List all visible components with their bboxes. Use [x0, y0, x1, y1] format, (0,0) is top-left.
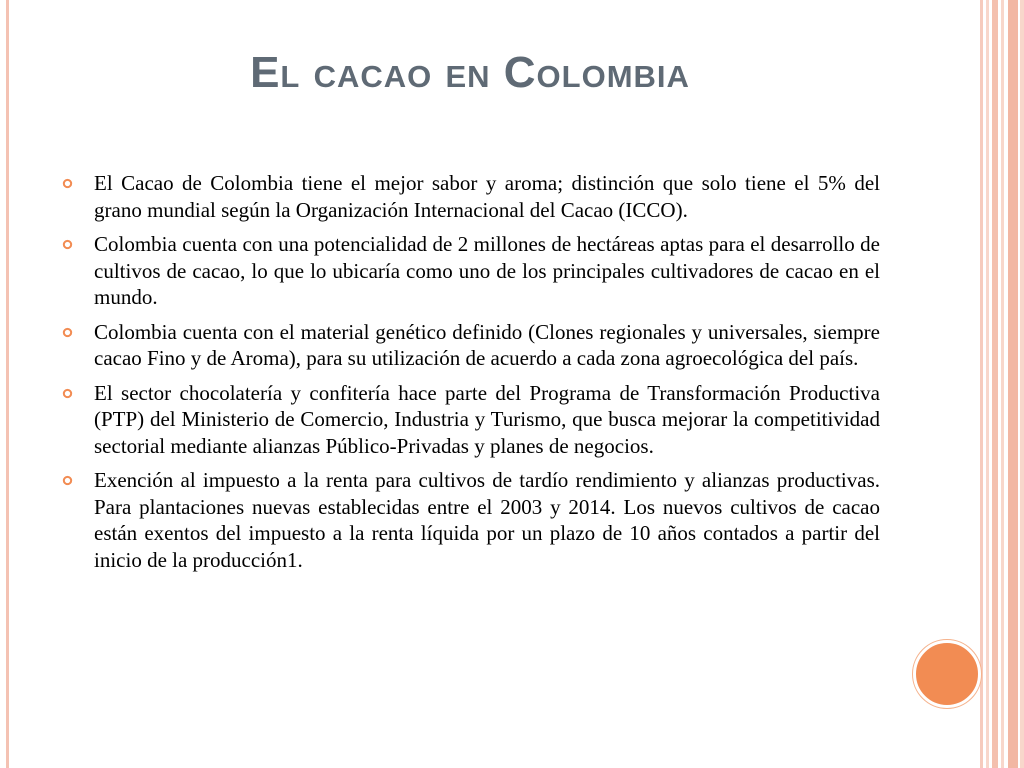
- slide-title: El cacao en Colombia: [250, 48, 690, 97]
- left-border-line: [6, 0, 9, 768]
- bullet-text: Colombia cuenta con una potencialidad de 2 millones de hectáreas aptas para el desarrollo de cultivos de cacao, lo que lo ubicaría como uno de los principales cultivadores de cacao en el mundo.: [94, 232, 880, 309]
- right-stripe: [980, 0, 983, 768]
- bullet-text: El sector chocolatería y confitería hace parte del Programa de Transformación Productiva (PTP) del Ministerio de Comercio, Industria y Turismo, que busca mejorar la competitividad sectorial mediante alianzas Público-Privadas y planes de negocios.: [94, 380, 880, 458]
- bullet-item: [62, 231, 880, 311]
- right-stripe: [986, 0, 989, 768]
- right-stripe: [992, 0, 998, 768]
- orange-ring-bullet-icon: [62, 327, 73, 338]
- bullet-item: [62, 467, 880, 573]
- bullet-list: [62, 170, 880, 581]
- right-stripe: [1008, 0, 1018, 768]
- right-stripe: [1020, 0, 1024, 768]
- orange-ring-bullet-icon: [62, 475, 73, 486]
- orange-ring-bullet-icon: [62, 388, 73, 399]
- bullet-text: Colombia cuenta con el material genético definido (Clones regionales y universales, siempre cacao Fino y de Aroma), para su utilización de acuerdo a cada zona agroecológica del país.: [94, 319, 880, 370]
- bullet-text: El Cacao de Colombia tiene el mejor sabor y aroma; distinción que solo tiene el 5% del grano mundial según la Organización Internacional del Cacao (ICCO).: [94, 171, 880, 222]
- bullet-text: Exención al impuesto a la renta para cultivos de tardío rendimiento y alianzas productivas. Para plantaciones nuevas establecidas entre el 2003 y 2014. Los nuevos cultivos de cacao están exentos del impuesto a la renta líquida por un plazo de 10 años contados a partir del inicio de la producción1.: [94, 468, 880, 572]
- orange-ring-bullet-icon: [62, 239, 73, 250]
- right-stripe: [1001, 0, 1004, 768]
- decorative-orange-circle: [913, 640, 981, 708]
- bullet-item: [62, 380, 880, 460]
- bullet-item: [62, 319, 880, 372]
- bullet-item: [62, 170, 880, 223]
- orange-ring-bullet-icon: [62, 178, 73, 189]
